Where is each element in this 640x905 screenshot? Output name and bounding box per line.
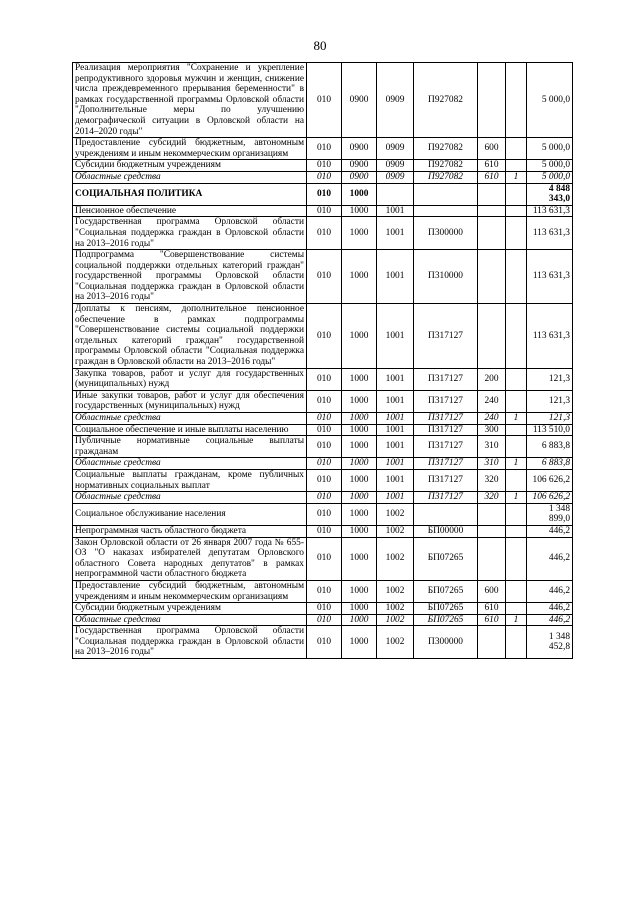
funding-source-cell <box>506 503 527 525</box>
table-row <box>73 413 573 425</box>
section-code-cell: 0900 <box>342 160 377 172</box>
ministry-code-cell: 010 <box>307 458 342 470</box>
expense-type-cell: 610 <box>478 603 506 615</box>
funding-source-cell <box>506 469 527 491</box>
funding-source-cell <box>506 160 527 172</box>
table-row <box>73 603 573 615</box>
target-article-cell: П927082 <box>414 138 478 160</box>
amount-cell: 6 883,8 <box>527 458 573 470</box>
amount-cell: 446,2 <box>527 580 573 602</box>
budget-table <box>72 62 573 659</box>
expense-type-cell: 610 <box>478 160 506 172</box>
amount-cell: 446,2 <box>527 603 573 615</box>
subsection-code-cell: 1002 <box>377 626 414 659</box>
table-row <box>73 424 573 436</box>
row-name-cell: Закупка товаров, работ и услуг для государственных (муниципальных) нужд <box>73 368 307 390</box>
target-article-cell: П927082 <box>414 160 478 172</box>
amount-cell: 121,3 <box>527 368 573 390</box>
amount-cell: 113 631,3 <box>527 250 573 304</box>
table-row <box>73 368 573 390</box>
row-name-cell: Доплаты к пенсиям, дополнительное пенсионное обеспечение в рамках подпрограммы "Совершенствование системы социальной поддержки отдельных категорий граждан" государственной программы Орловской области "Социальная поддержка граждан в Орловской области на 2013–2016 годы" <box>73 304 307 369</box>
amount-cell: 4 848 343,0 <box>527 183 573 205</box>
ministry-code-cell: 010 <box>307 626 342 659</box>
table-row <box>73 217 573 250</box>
target-article-cell: БП07265 <box>414 614 478 626</box>
funding-source-cell: 1 <box>506 458 527 470</box>
amount-cell: 121,3 <box>527 413 573 425</box>
target-article-cell: П317127 <box>414 492 478 504</box>
row-name-cell: Реализация мероприятия "Сохранение и укрепление репродуктивного здоровья мужчин и женщин, снижение числа преждевременного прерывания беременности" в рамках государственной программы Орловской области "Дополнительные меры по улучшению демографической ситуации в Орловской области на 2014–2020 годы" <box>73 63 307 138</box>
table-row <box>73 525 573 537</box>
ministry-code-cell: 010 <box>307 492 342 504</box>
funding-source-cell <box>506 436 527 458</box>
row-name-cell: Социальное обеспечение и иные выплаты населению <box>73 424 307 436</box>
amount-cell: 121,3 <box>527 390 573 412</box>
subsection-code-cell: 1001 <box>377 205 414 217</box>
expense-type-cell <box>478 626 506 659</box>
target-article-cell: П317127 <box>414 436 478 458</box>
section-code-cell: 1000 <box>342 580 377 602</box>
row-name-cell: Субсидии бюджетным учреждениям <box>73 603 307 615</box>
target-article-cell: БП00000 <box>414 525 478 537</box>
subsection-code-cell: 1001 <box>377 458 414 470</box>
ministry-code-cell: 010 <box>307 138 342 160</box>
row-name-cell: Областные средства <box>73 458 307 470</box>
target-article-cell <box>414 183 478 205</box>
funding-source-cell <box>506 217 527 250</box>
section-code-cell: 0900 <box>342 63 377 138</box>
section-code-cell: 1000 <box>342 525 377 537</box>
funding-source-cell <box>506 537 527 580</box>
row-name-cell: Областные средства <box>73 171 307 183</box>
table-row <box>73 250 573 304</box>
expense-type-cell <box>478 250 506 304</box>
ministry-code-cell: 010 <box>307 614 342 626</box>
target-article-cell: БП07265 <box>414 537 478 580</box>
expense-type-cell: 610 <box>478 614 506 626</box>
target-article-cell: П310000 <box>414 250 478 304</box>
funding-source-cell <box>506 205 527 217</box>
table-row <box>73 183 573 205</box>
section-code-cell: 1000 <box>342 436 377 458</box>
section-code-cell: 1000 <box>342 626 377 659</box>
ministry-code-cell: 010 <box>307 171 342 183</box>
subsection-code-cell: 1002 <box>377 525 414 537</box>
row-name-cell: Закон Орловской области от 26 января 2007 года № 655-ОЗ "О наказах избирателей депутатам Орловского областного Совета народных депутатов" в рамках непрограммной части областного бюджета <box>73 537 307 580</box>
expense-type-cell: 320 <box>478 492 506 504</box>
target-article-cell: БП07265 <box>414 580 478 602</box>
table-row <box>73 492 573 504</box>
row-name-cell: Областные средства <box>73 492 307 504</box>
target-article-cell: П317127 <box>414 469 478 491</box>
amount-cell: 5 000,0 <box>527 171 573 183</box>
ministry-code-cell: 010 <box>307 217 342 250</box>
table-row <box>73 63 573 138</box>
section-code-cell: 1000 <box>342 183 377 205</box>
target-article-cell: П317127 <box>414 390 478 412</box>
expense-type-cell: 310 <box>478 458 506 470</box>
funding-source-cell <box>506 304 527 369</box>
table-row <box>73 436 573 458</box>
table-row <box>73 390 573 412</box>
funding-source-cell: 1 <box>506 492 527 504</box>
row-name-cell: Предоставление субсидий бюджетным, автономным учреждениям и иным некоммерческим организациям <box>73 138 307 160</box>
funding-source-cell: 1 <box>506 171 527 183</box>
funding-source-cell <box>506 390 527 412</box>
ministry-code-cell: 010 <box>307 368 342 390</box>
table-row <box>73 304 573 369</box>
subsection-code-cell: 1001 <box>377 368 414 390</box>
funding-source-cell <box>506 250 527 304</box>
expense-type-cell: 240 <box>478 413 506 425</box>
expense-type-cell <box>478 503 506 525</box>
expense-type-cell: 310 <box>478 436 506 458</box>
row-name-cell: Публичные нормативные социальные выплаты гражданам <box>73 436 307 458</box>
section-code-cell: 1000 <box>342 368 377 390</box>
row-name-cell: Областные средства <box>73 614 307 626</box>
subsection-code-cell: 1001 <box>377 390 414 412</box>
ministry-code-cell: 010 <box>307 183 342 205</box>
expense-type-cell: 240 <box>478 390 506 412</box>
ministry-code-cell: 010 <box>307 304 342 369</box>
subsection-code-cell: 1001 <box>377 424 414 436</box>
table-row <box>73 626 573 659</box>
target-article-cell: П317127 <box>414 413 478 425</box>
ministry-code-cell: 010 <box>307 525 342 537</box>
row-name-cell: Непрограммная часть областного бюджета <box>73 525 307 537</box>
funding-source-cell <box>506 424 527 436</box>
section-code-cell: 1000 <box>342 603 377 615</box>
amount-cell: 5 000,0 <box>527 63 573 138</box>
amount-cell: 5 000,0 <box>527 160 573 172</box>
ministry-code-cell: 010 <box>307 503 342 525</box>
ministry-code-cell: 010 <box>307 537 342 580</box>
table-row <box>73 580 573 602</box>
funding-source-cell <box>506 525 527 537</box>
subsection-code-cell <box>377 183 414 205</box>
row-name-cell: Подпрограмма "Совершенствование системы социальной поддержки отдельных категорий граждан" государственной программы Орловской области "Социальная поддержка граждан в Орловской области на 2013–2016 годы" <box>73 250 307 304</box>
section-code-cell: 1000 <box>342 424 377 436</box>
section-code-cell: 1000 <box>342 390 377 412</box>
subsection-code-cell: 0909 <box>377 63 414 138</box>
subsection-code-cell: 1001 <box>377 304 414 369</box>
amount-cell: 106 626,2 <box>527 469 573 491</box>
ministry-code-cell: 010 <box>307 413 342 425</box>
subsection-code-cell: 1001 <box>377 436 414 458</box>
expense-type-cell <box>478 304 506 369</box>
ministry-code-cell: 010 <box>307 205 342 217</box>
section-code-cell: 1000 <box>342 492 377 504</box>
section-code-cell: 1000 <box>342 413 377 425</box>
subsection-code-cell: 1001 <box>377 469 414 491</box>
target-article-cell: П317127 <box>414 304 478 369</box>
amount-cell: 106 626,2 <box>527 492 573 504</box>
table-row <box>73 171 573 183</box>
ministry-code-cell: 010 <box>307 250 342 304</box>
row-name-cell: СОЦИАЛЬНАЯ ПОЛИТИКА <box>73 183 307 205</box>
funding-source-cell <box>506 183 527 205</box>
amount-cell: 446,2 <box>527 525 573 537</box>
target-article-cell: П317127 <box>414 424 478 436</box>
amount-cell: 113 631,3 <box>527 304 573 369</box>
funding-source-cell <box>506 580 527 602</box>
table-row <box>73 160 573 172</box>
funding-source-cell <box>506 626 527 659</box>
amount-cell: 113 631,3 <box>527 205 573 217</box>
table-row <box>73 138 573 160</box>
ministry-code-cell: 010 <box>307 424 342 436</box>
target-article-cell: БП07265 <box>414 603 478 615</box>
amount-cell: 113 631,3 <box>527 217 573 250</box>
row-name-cell: Субсидии бюджетным учреждениям <box>73 160 307 172</box>
ministry-code-cell: 010 <box>307 580 342 602</box>
ministry-code-cell: 010 <box>307 160 342 172</box>
row-name-cell: Социальные выплаты гражданам, кроме публичных нормативных социальных выплат <box>73 469 307 491</box>
amount-cell: 446,2 <box>527 614 573 626</box>
funding-source-cell <box>506 63 527 138</box>
row-name-cell: Предоставление субсидий бюджетным, автономным учреждениям и иным некоммерческим организациям <box>73 580 307 602</box>
row-name-cell: Областные средства <box>73 413 307 425</box>
section-code-cell: 1000 <box>342 503 377 525</box>
expense-type-cell: 200 <box>478 368 506 390</box>
expense-type-cell <box>478 63 506 138</box>
subsection-code-cell: 0909 <box>377 138 414 160</box>
subsection-code-cell: 1001 <box>377 492 414 504</box>
section-code-cell: 1000 <box>342 537 377 580</box>
expense-type-cell <box>478 205 506 217</box>
expense-type-cell: 610 <box>478 171 506 183</box>
ministry-code-cell: 010 <box>307 63 342 138</box>
table-row <box>73 205 573 217</box>
target-article-cell: П300000 <box>414 626 478 659</box>
expense-type-cell: 300 <box>478 424 506 436</box>
amount-cell: 5 000,0 <box>527 138 573 160</box>
funding-source-cell: 1 <box>506 413 527 425</box>
amount-cell: 446,2 <box>527 537 573 580</box>
section-code-cell: 1000 <box>342 217 377 250</box>
table-row <box>73 614 573 626</box>
subsection-code-cell: 1002 <box>377 537 414 580</box>
ministry-code-cell: 010 <box>307 469 342 491</box>
page-number: 80 <box>313 38 327 53</box>
target-article-cell: П317127 <box>414 458 478 470</box>
ministry-code-cell: 010 <box>307 603 342 615</box>
funding-source-cell <box>506 138 527 160</box>
expense-type-cell <box>478 183 506 205</box>
ministry-code-cell: 010 <box>307 390 342 412</box>
funding-source-cell: 1 <box>506 614 527 626</box>
row-name-cell: Социальное обслуживание населения <box>73 503 307 525</box>
target-article-cell <box>414 205 478 217</box>
expense-type-cell <box>478 537 506 580</box>
expense-type-cell <box>478 217 506 250</box>
subsection-code-cell: 1002 <box>377 503 414 525</box>
subsection-code-cell: 1001 <box>377 413 414 425</box>
row-name-cell: Иные закупки товаров, работ и услуг для обеспечения государственных (муниципальных) нужд <box>73 390 307 412</box>
section-code-cell: 1000 <box>342 250 377 304</box>
row-name-cell: Государственная программа Орловской области "Социальная поддержка граждан в Орловской области на 2013–2016 годы" <box>73 217 307 250</box>
section-code-cell: 1000 <box>342 614 377 626</box>
table-row <box>73 458 573 470</box>
subsection-code-cell: 1002 <box>377 580 414 602</box>
expense-type-cell: 600 <box>478 580 506 602</box>
section-code-cell: 0900 <box>342 138 377 160</box>
amount-cell: 1 348 899,0 <box>527 503 573 525</box>
subsection-code-cell: 0909 <box>377 160 414 172</box>
section-code-cell: 1000 <box>342 469 377 491</box>
table-row <box>73 503 573 525</box>
funding-source-cell <box>506 603 527 615</box>
funding-source-cell <box>506 368 527 390</box>
expense-type-cell <box>478 525 506 537</box>
budget-table-body <box>73 63 573 659</box>
subsection-code-cell: 1001 <box>377 217 414 250</box>
section-code-cell: 0900 <box>342 171 377 183</box>
table-row <box>73 469 573 491</box>
subsection-code-cell: 1001 <box>377 250 414 304</box>
target-article-cell: П927082 <box>414 171 478 183</box>
section-code-cell: 1000 <box>342 205 377 217</box>
expense-type-cell: 320 <box>478 469 506 491</box>
subsection-code-cell: 0909 <box>377 171 414 183</box>
target-article-cell: П927082 <box>414 63 478 138</box>
section-code-cell: 1000 <box>342 304 377 369</box>
target-article-cell: П300000 <box>414 217 478 250</box>
row-name-cell: Пенсионное обеспечение <box>73 205 307 217</box>
target-article-cell <box>414 503 478 525</box>
ministry-code-cell: 010 <box>307 436 342 458</box>
expense-type-cell: 600 <box>478 138 506 160</box>
table-row <box>73 537 573 580</box>
amount-cell: 6 883,8 <box>527 436 573 458</box>
subsection-code-cell: 1002 <box>377 614 414 626</box>
target-article-cell: П317127 <box>414 368 478 390</box>
row-name-cell: Государственная программа Орловской области "Социальная поддержка граждан в Орловской области на 2013–2016 годы" <box>73 626 307 659</box>
section-code-cell: 1000 <box>342 458 377 470</box>
amount-cell: 113 510,0 <box>527 424 573 436</box>
subsection-code-cell: 1002 <box>377 603 414 615</box>
amount-cell: 1 348 452,8 <box>527 626 573 659</box>
